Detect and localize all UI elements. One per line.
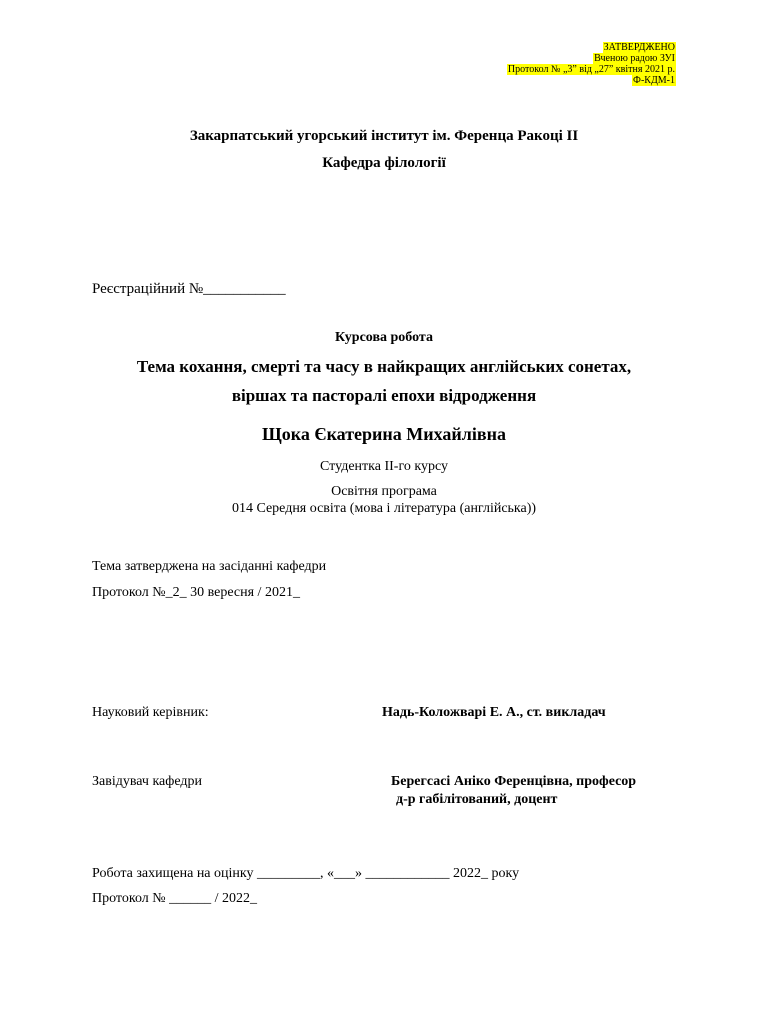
approval-stamp (507, 42, 676, 86)
institute-name: Закарпатський угорський інститут ім. Ференца Ракоці ІІ (189, 128, 579, 144)
department-name: Кафедра філології (322, 155, 446, 171)
head-label: Завідувач кафедри (92, 774, 202, 789)
program-name: 014 Середня освіта (мова і література (англійська)) (231, 501, 537, 516)
supervisor-label: Науковий керівник: (92, 705, 209, 720)
head-name-line-1: Берегсасі Аніко Ференцівна, професор (391, 774, 637, 789)
student-year: Студентка ІІ-го курсу (320, 459, 448, 474)
defense-grade-line: Робота захищена на оцінку _________, «___» ____________ 2022_ року (92, 866, 520, 881)
work-type: Курсова робота (335, 330, 433, 345)
supervisor-name: Надь-Коложварі Е. А., ст. викладач (382, 705, 606, 720)
author-name: Щока Єкатерина Михайлівна (262, 424, 506, 444)
approval-line-1: ЗАТВЕРДЖЕНО (603, 42, 675, 53)
approval-line-3: Протокол № „3” від „27” квітня 2021 р. (507, 64, 675, 75)
program-label: Освітня програма (331, 484, 437, 499)
defense-protocol-line: Протокол № ______ / 2022_ (92, 891, 257, 906)
approval-line-4: Ф-КДМ-1 (633, 75, 675, 86)
topic-approved-text: Тема затверджена на засіданні кафедри (92, 559, 327, 574)
approval-line-2: Вченою радою ЗУІ (594, 53, 675, 64)
work-title-line-1: Тема кохання, смерті та часу в найкращих англійських сонетах, (136, 357, 632, 376)
work-title-line-2: віршах та пасторалі епохи відродження (231, 386, 537, 405)
registration-number: Реєстраційний №___________ (92, 281, 286, 297)
topic-protocol: Протокол №_2_ 30 вересня / 2021_ (92, 585, 300, 600)
head-name-line-2: д-р габілітований, доцент (396, 792, 558, 807)
